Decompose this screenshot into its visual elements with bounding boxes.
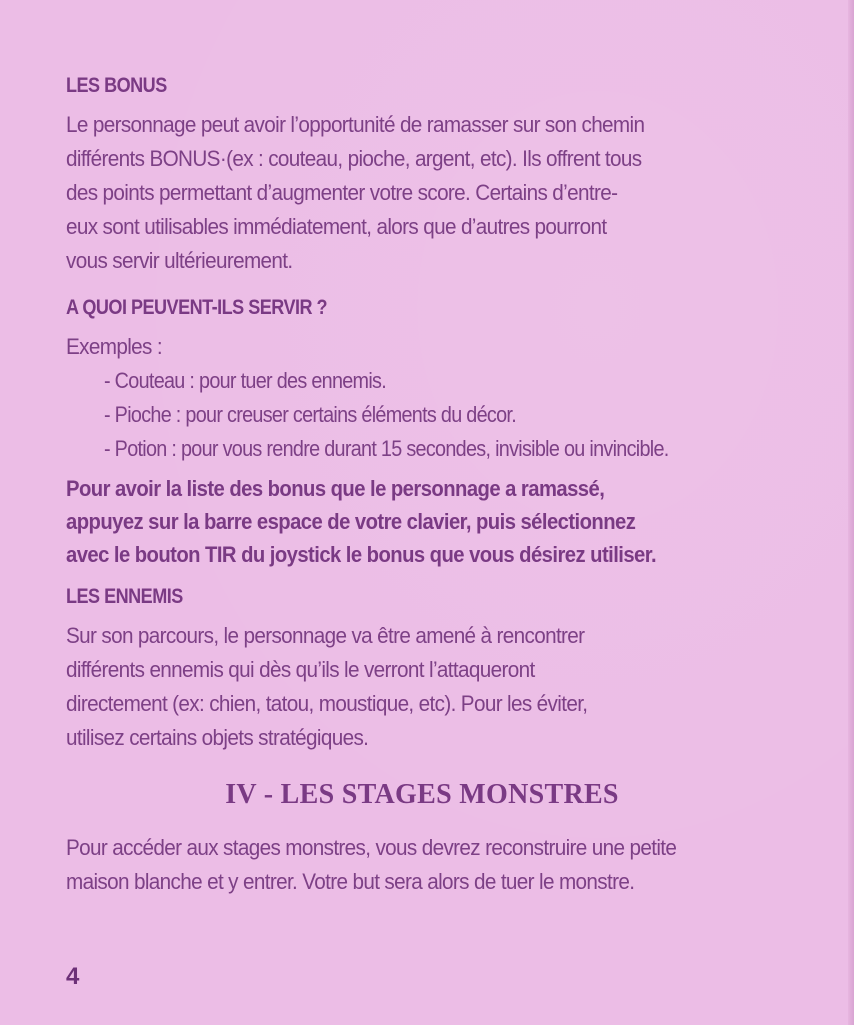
instruction-line: Pour avoir la liste des bonus que le personnage a ramassé, — [66, 476, 605, 501]
page-number: 4 — [66, 963, 80, 990]
monsters-line: Pour accéder aux stages monstres, vous devrez reconstruire une petite — [66, 835, 677, 860]
instruction-line: appuyez sur la barre espace de votre clavier, puis sélectionnez — [66, 509, 636, 534]
bonus-line: des points permettant d’augmenter votre score. Certains d’entre- — [66, 180, 618, 205]
enemies-line: directement (ex: chien, tatou, moustique, etc). Pour les éviter, — [66, 691, 588, 716]
monsters-section — [66, 779, 778, 899]
monsters-text — [66, 831, 778, 899]
instruction-line: avec le bouton TIR du joystick le bonus que vous désirez utiliser. — [66, 542, 657, 567]
example-item: - Couteau : pour tuer des ennemis. — [104, 368, 387, 393]
enemies-line: utilisez certains objets stratégiques. — [66, 725, 369, 750]
examples-label: Exemples : — [66, 334, 162, 359]
bonus-line: différents BONUS·(ex : couteau, pioche, argent, etc). Ils offrent tous — [66, 146, 642, 171]
example-item: - Potion : pour vous rendre durant 15 secondes, invisible ou invincible. — [104, 436, 669, 461]
usage-heading: A QUOI PEUVENT-ILS SERVIR ? — [66, 296, 328, 319]
page-edge — [848, 0, 854, 1025]
enemies-line: Sur son parcours, le personnage va être amené à rencontrer — [66, 623, 585, 648]
monsters-title: IV - LES STAGES MONSTRES — [225, 779, 619, 810]
usage-section — [66, 296, 778, 571]
monsters-line: maison blanche et y entrer. Votre but sera alors de tuer le monstre. — [66, 869, 635, 894]
page-content — [66, 74, 778, 899]
enemies-section — [66, 585, 778, 755]
enemies-text — [66, 619, 778, 755]
example-item: - Pioche : pour creuser certains éléments du décor. — [104, 402, 517, 427]
bonus-line: Le personnage peut avoir l’opportunité de ramasser sur son chemin — [66, 112, 645, 137]
bonus-line: vous servir ultérieurement. — [66, 248, 293, 273]
bonus-heading: LES BONUS — [66, 74, 167, 97]
examples-list — [66, 364, 778, 466]
enemies-line: différents ennemis qui dès qu’ils le verront l’attaqueront — [66, 657, 535, 682]
bonus-text — [66, 108, 778, 278]
enemies-heading: LES ENNEMIS — [66, 585, 183, 608]
bonus-line: eux sont utilisables immédiatement, alors que d’autres pourront — [66, 214, 607, 239]
bonus-section — [66, 74, 778, 278]
bonus-instructions — [66, 472, 778, 571]
